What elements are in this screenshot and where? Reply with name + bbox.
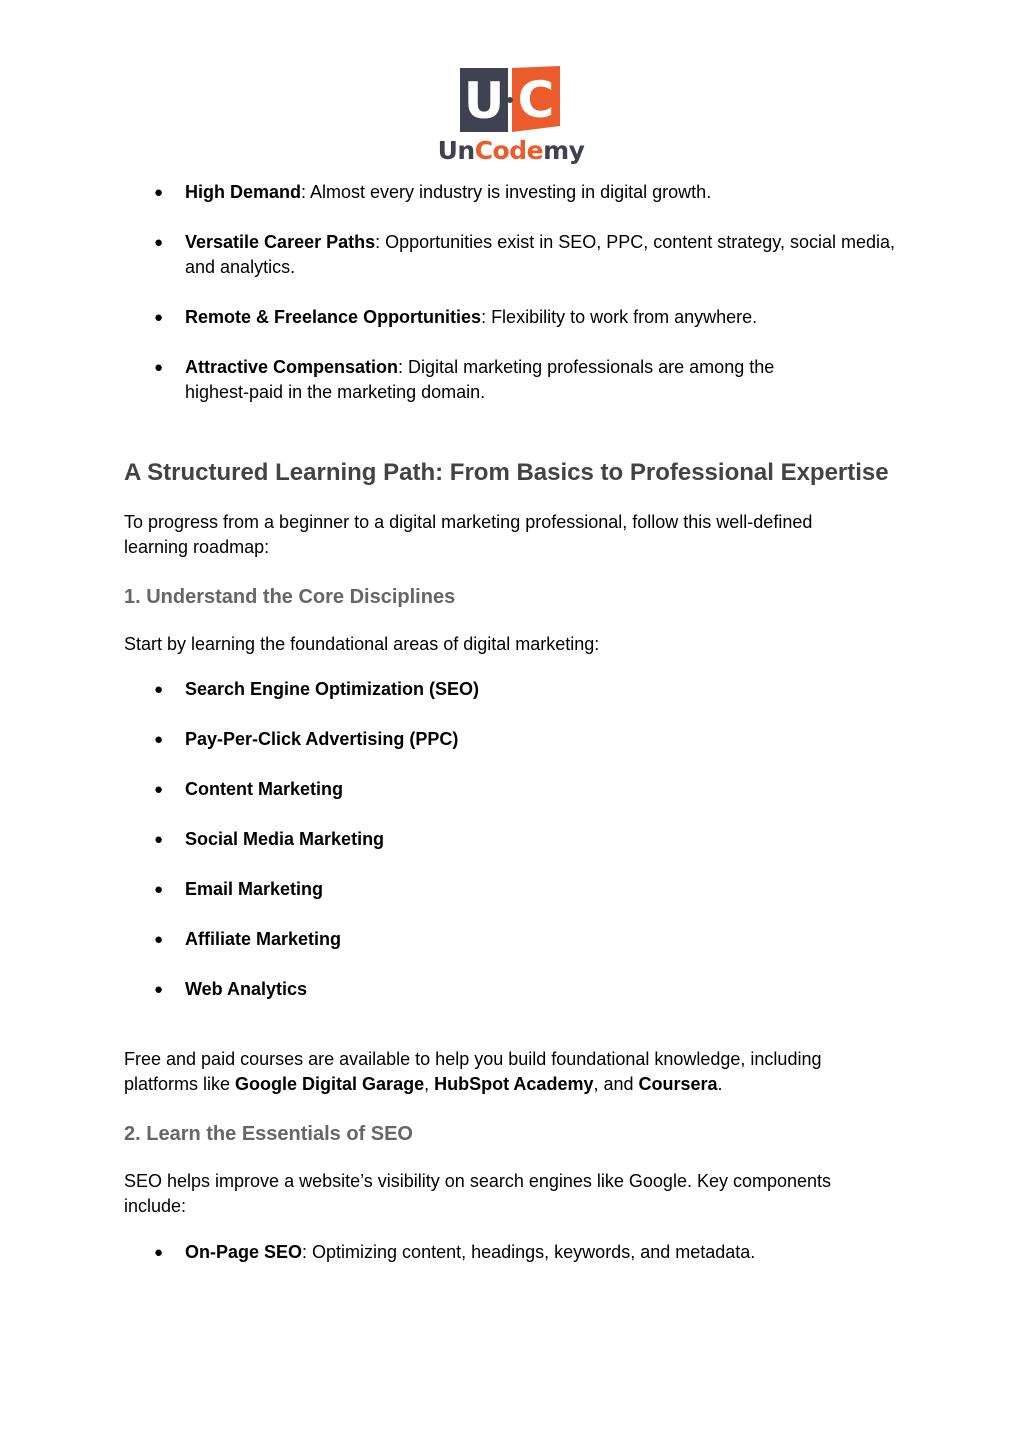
bullet-icon: ● <box>154 731 164 748</box>
bullet-icon: ● <box>154 981 164 998</box>
list-item: Email Marketing <box>185 879 324 899</box>
bullet-icon: ● <box>154 1244 164 1261</box>
list-item: Search Engine Optimization (SEO) <box>185 679 480 699</box>
uncodemy-logo-mark <box>460 66 560 132</box>
step2-intro: SEO helps improve a website’s visibility on search engines like Google. Key components include: <box>124 1171 832 1216</box>
list-item: Web Analytics <box>185 979 308 999</box>
list-item: On-Page SEO: Optimizing content, headings, keywords, and metadata. <box>185 1242 756 1262</box>
list-item: Attractive Compensation: Digital marketing professionals are among the highest-paid in the marketing domain. <box>185 357 775 402</box>
uncodemy-logo <box>428 64 594 170</box>
bullet-icon: ● <box>154 881 164 898</box>
bullet-icon: ● <box>154 931 164 948</box>
bullet-icon: ● <box>154 831 164 848</box>
bullet-icon: ● <box>154 184 164 201</box>
section-heading: A Structured Learning Path: From Basics to Professional Expertise <box>124 459 889 486</box>
bullet-icon: ● <box>154 234 164 251</box>
list-item: Remote & Freelance Opportunities: Flexibility to work from anywhere. <box>185 307 758 327</box>
section-intro: To progress from a beginner to a digital marketing professional, follow this well-defined learning roadmap: <box>124 512 813 557</box>
list-item: High Demand: Almost every industry is investing in digital growth. <box>185 182 712 202</box>
list-item: Content Marketing <box>185 779 344 799</box>
step1-intro: Start by learning the foundational areas of digital marketing: <box>124 634 600 654</box>
logo-letter-u: U <box>463 72 505 130</box>
step1-heading: 1. Understand the Core Disciplines <box>124 586 456 608</box>
bullet-icon: ● <box>154 781 164 798</box>
bullet-icon: ● <box>154 681 164 698</box>
step2-heading: 2. Learn the Essentials of SEO <box>124 1123 413 1145</box>
list-item: Pay-Per-Click Advertising (PPC) <box>185 729 459 749</box>
list-item: Versatile Career Paths: Opportunities exist in SEO, PPC, content strategy, social media, and analytics. <box>185 232 896 277</box>
logo-letter-c: C <box>517 71 555 129</box>
bullet-icon: ● <box>154 309 164 326</box>
courses-paragraph: Free and paid courses are available to help you build foundational knowledge, including platforms like Google Digital Garage, HubSpot Academy, and Coursera. <box>124 1049 822 1094</box>
list-item: Affiliate Marketing <box>185 929 342 949</box>
logo-wordmark: UnCodemy <box>437 136 585 165</box>
bullet-icon: ● <box>154 359 164 376</box>
list-item: Social Media Marketing <box>185 829 385 849</box>
